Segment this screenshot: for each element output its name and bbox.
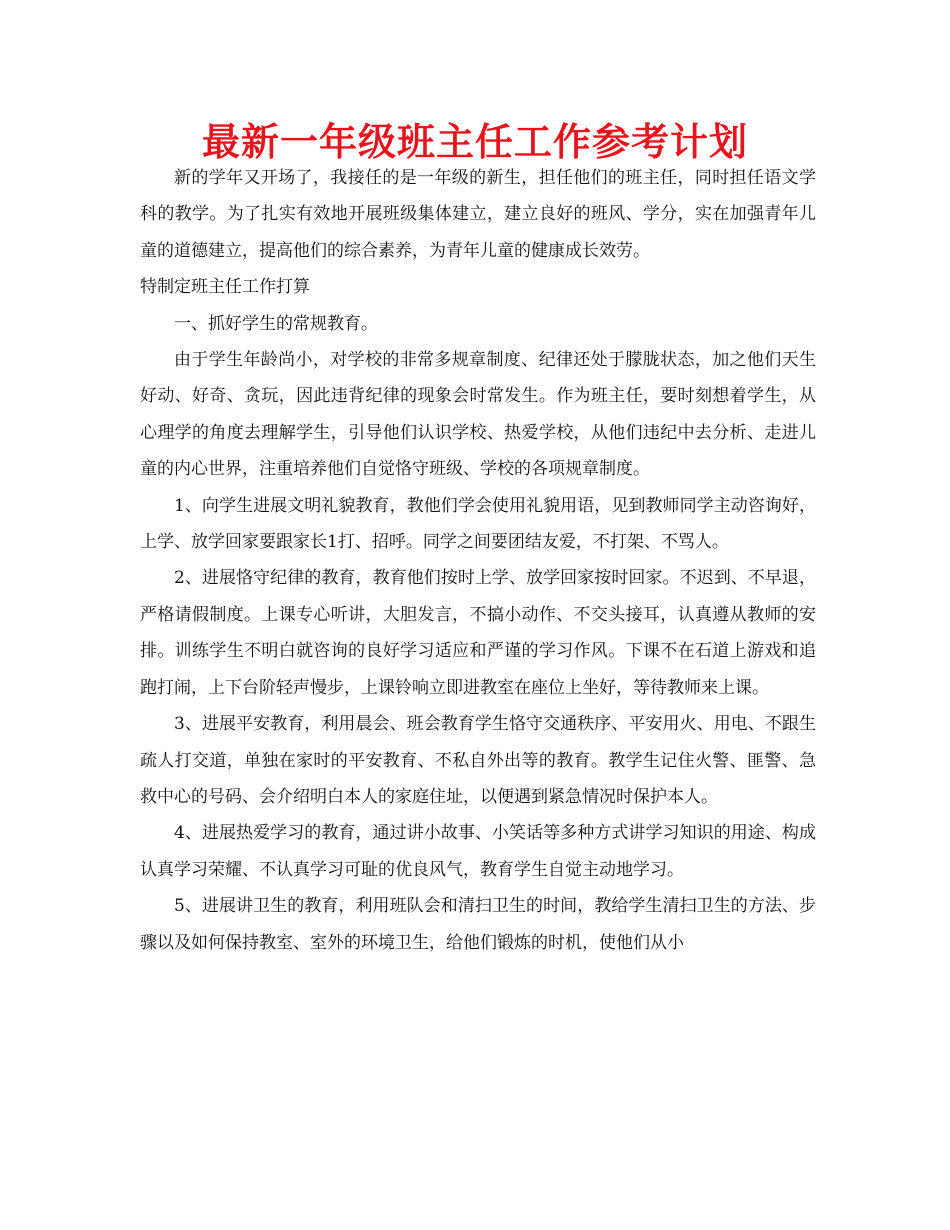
document-title: 最新一年级班主任工作参考计划 — [201, 120, 748, 164]
paragraph-plan-heading: 特制定班主任工作打算 — [140, 277, 310, 298]
paragraph-item-5-hygiene: 5、进展讲卫生的教育，利用班队会和清扫卫生的时间，教给学生清扫卫生的方法、步骤以及如何保持教室、室外的环境卫生，给他们锻炼的时机，使他们从小 — [140, 896, 816, 953]
section-heading-routine-education: 一、抓好学生的常规教育。 — [174, 313, 378, 334]
paragraph-item-2-discipline: 2、进展恪守纪律的教育，教育他们按时上学、放学回家按时回家。不迟到、不早退，严格请假制度。上课专心听讲，大胆发言，不搞小动作、不交头接耳，认真遵从教师的安排。训练学生不明白就咨询的良好学习适应和严谨的学习作风。下课不在石道上游戏和追跑打闹，上下台阶轻声慢步，上课铃响立即进教室在座位上坐好，等待教师来上课。 — [140, 568, 816, 698]
paragraph-item-1-manners: 1、向学生进展文明礼貌教育，教他们学会使用礼貌用语，见到教师同学主动咨询好，上学、放学回家要跟家长1打、招呼。同学之间要团结友爱，不打架、不骂人。 — [140, 495, 816, 553]
document-body — [140, 160, 816, 961]
paragraph-item-3-safety: 3、进展平安教育，利用晨会、班会教育学生恪守交通秩序、平安用火、用电、不跟生疏人打交道，单独在家时的平安教育、不私自外出等的教育。教学生记住火警、匪警、急救中心的号码、会介绍明白本人的家庭住址，以便遇到紧急情况时保护本人。 — [140, 714, 816, 807]
paragraph-intro: 新的学年又开场了，我接任的是一年级的新生，担任他们的班主任，同时担任语文学科的教学。为了扎实有效地开展班级集体建立，建立良好的班风、学分，实在加强青年儿童的道德建立，提高他们的综合素养，为青年儿童的健康成长效劳。 — [140, 168, 816, 261]
paragraph-item-4-learning: 4、进展热爱学习的教育，通过讲小故事、小笑话等多种方式讲学习知识的用途、构成认真学习荣耀、不认真学习可耻的优良风气，教育学生自觉主动地学习。 — [140, 823, 816, 880]
paragraph-routine-background: 由于学生年龄尚小，对学校的非常多规章制度、纪律还处于朦胧状态，加之他们天生好动、好奇、贪玩，因此违背纪律的现象会时常发生。作为班主任，要时刻想着学生，从心理学的角度去理解学生，引导他们认识学校、热爱学校，从他们违纪中去分析、走进儿童的内心世界，注重培养他们自觉恪守班级、学校的各项规章制度。 — [140, 350, 816, 480]
